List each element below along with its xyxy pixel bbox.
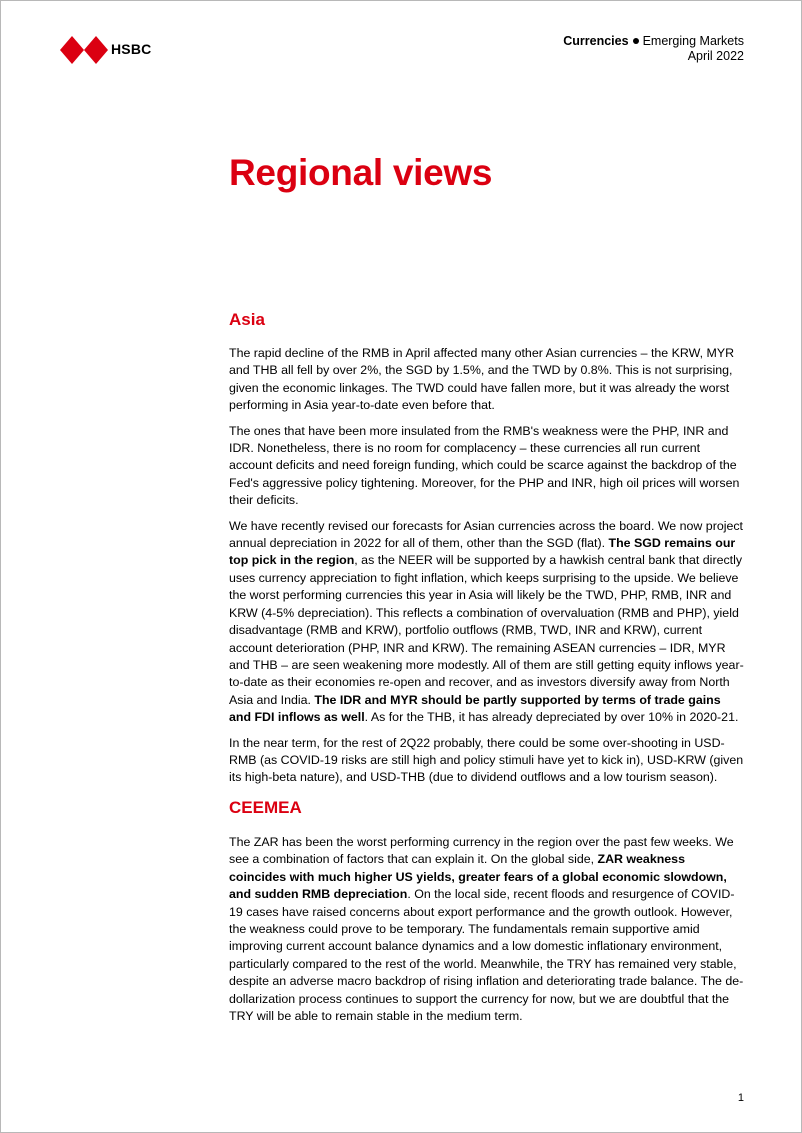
asia-paragraph-3 xyxy=(229,518,744,727)
section-heading-asia: Asia xyxy=(229,310,265,329)
asia-paragraph-1: The rapid decline of the RMB in April affected many other Asian currencies – the KRW, MYR and THB all fell by over 2%, the SGD by 1.5%, and the TWD by 0.8%. This is not surprising, given the economic linkages. The TWD could have fallen more, but it was already the worst performing in Asia year-to-date even before that. xyxy=(229,346,735,413)
page-number: 1 xyxy=(737,1092,744,1104)
ceemea-p1-bold-1: ZAR weakness coincides with much higher US yields, greater fears of a global economic slowdown, and sudden RMB depreciation xyxy=(229,852,727,902)
report-category-line xyxy=(563,34,744,49)
asia-p3-text-1: We have recently revised our forecasts for Asian currencies across the board. We now project annual depreciation in 2022 for all of them, other than the SGD (flat). xyxy=(229,518,743,551)
asia-paragraph-4: In the near term, for the rest of 2Q22 probably, there could be some over-shooting in USD-RMB (as COVID-19 risks are still high and policy stimuli have yet to kick in), USD-KRW (given its high-beta nature), and USD-THB (due to dividend outflows and a low tourism season). xyxy=(229,735,744,785)
report-date: April 2022 xyxy=(687,49,744,63)
asia-p3-text-3: . As for the THB, it has already depreciated by over 10% in 2020-21. xyxy=(364,710,739,725)
section-heading-ceemea: CEEMEA xyxy=(229,798,302,817)
hsbc-hexagon-icon xyxy=(60,36,108,64)
ceemea-section-body xyxy=(229,834,744,1033)
asia-p3-text-2: , as the NEER will be supported by a hawkish central bank that directly uses currency appreciation to fight inflation, which keeps surprising to the upside. We believe the worst performing currencies this year in Asia will likely be the TWD, PHP, RMB, INR and KRW (4-5% depreciation). This reflects a combination of overvaluation (RMB and PHP), yield disadvantage (RMB and KRW), portfolio outflows (RMB, TWD, INR and KRW), current account deterioration (PHP, INR and KRW). The remaining ASEAN currencies – IDR, MYR and THB – are seen weakening more modestly. All of them are still getting equity inflows year-to-date as their economies re-open and recover, and as investors diversify away from North Asia and India. xyxy=(229,553,744,707)
asia-paragraph-2: The ones that have been more insulated from the RMB's weakness were the PHP, INR and IDR. Nonetheless, there is no room for complacency – these currencies all run current account deficits and need foreign funding, which could be scarce against the backdrop of the Fed's aggressive policy tightening. Moreover, for the PHP and INR, high oil prices will worsen their deficits. xyxy=(229,423,740,508)
report-category: Currencies xyxy=(563,34,629,48)
asia-p3-bold-2: The IDR and MYR should be partly supported by terms of trade gains and FDI inflows as well xyxy=(229,692,721,725)
asia-section-body xyxy=(229,345,744,795)
hsbc-logo xyxy=(60,34,160,66)
asia-p3-bold-1: The SGD remains our top pick in the region xyxy=(229,536,736,568)
bullet-dot-icon xyxy=(633,38,639,44)
report-header xyxy=(563,34,744,64)
ceemea-paragraph-1 xyxy=(229,834,744,1025)
ceemea-p1-text-1: The ZAR has been the worst performing currency in the region over the past few weeks. We see a combination of factors that can explain it. On the global side, xyxy=(229,835,734,867)
report-subcategory: Emerging Markets xyxy=(642,34,744,48)
ceemea-p1-text-2: . On the local side, recent floods and resurgence of COVID-19 cases have raised concerns about export performance and the growth outlook. However, the weakness could prove to be temporary. The fundamentals remain supportive amid improving current account balance dynamics and a low domestic inflationary environment, particularly compared to the rest of the world. Meanwhile, the TRY has remained very stable, despite an adverse macro backdrop of rising inflation and deteriorating trade balance. The de-dollarization process continues to support the currency for now, but we are doubtful that the TRY will be able to remain stable in the medium term. xyxy=(229,887,744,1024)
page-title: Regional views xyxy=(229,152,493,193)
brand-wordmark: HSBC xyxy=(111,41,152,57)
